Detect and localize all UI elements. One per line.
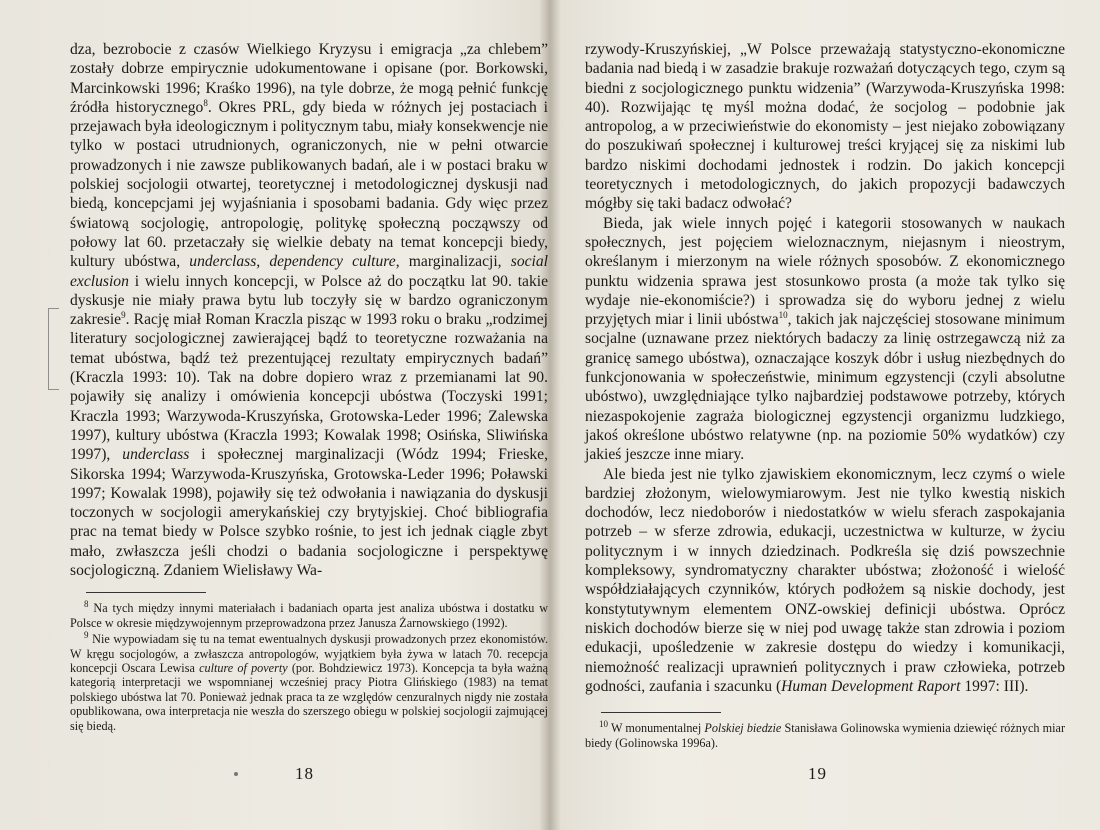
text-run-italic: underclass [122,446,190,464]
footnote-number: 10 [599,719,608,730]
left-paragraph [70,40,548,580]
right-paragraph-3 [585,465,1065,697]
footnote-ref-8: 8 [203,97,208,108]
text-run: i wielu innych koncepcji, w Polsce aż do początku lat 90. takie dyskusje nie miały prawa bytu lub toczyły się w bardzo ograniczonym zakresie [70,272,548,329]
right-paragraph-2 [585,214,1065,465]
footnote-ref-9: 9 [121,309,126,320]
text-run: Bieda, jak wiele innych pojęć i kategorii stosowanych w naukach społecznych, jest pojęciem wieloznacznym, niejasnym i nieostrym, określanym i mierzonym na wiele różnych sposobów. Z ekonomicznego punktu widzenia sprawa jest stosunkowo prosta (a może tak tylko się wydaje nie-ekonomiście?) i sprowadza się do wyboru jednej z wielu przyjętych miar i linii ubóstwa [585,214,1065,329]
footnote-text: W monumentalnej [610,721,705,736]
footnote-number: 8 [84,599,89,610]
text-run-italic: social exclusion [70,253,549,290]
footnote-text: Nie wypowiadam się tu na temat ewentualnych dyskusji prowadzonych przez ekonomistów. W kręgu socjologów, a zwłaszcza antropologów, wyjątkiem była żywa w latach 70. recepcja koncepcji Oscara Lewisa [70,632,549,675]
footnote-8 [70,601,548,630]
text-run-italic: Human Development Raport [781,677,961,695]
text-run: . Rację miał Roman Kraczla pisząc w 1993 roku o braku „rodzimej literatury socjologicznej zawierającej bądź to teoretyczne rozważania na temat ubóstwa, bądź też prezentującej rezultaty empirycznych badań” (Kraczla 1993: 10). Tak na dobre dopiero wraz z przemianami lat 90. pojawiły się analizy i omówienia koncepcji ubóstwa (Toczyski 1991; Kraczla 1993; Warzywoda-Kruszyńska, Grotowska-Leder 1996; Zalewska 1997), kultury ubóstwa (Kraczla 1993; Kowalak 1998; Osińska, Sliwińska 1997), [70,311,548,464]
text-run: dza, bezrobocie z czasów Wielkiego Kryzysu i emigracja „za chlebem” zostały dobrze empirycznie udokumentowane i opisane (por. Borkowski, Marcinkowski 1996; Kraśko 1996), na tyle dobrze, że mogą pełnić funkcję źródła historycznego [70,41,548,116]
right-page-body [585,40,1065,696]
text-run: 1997: III). [960,677,1029,695]
text-run: Ale bieda jest nie tylko zjawiskiem ekonomicznym, lecz czymś o wiele bardziej złożonym, wielowymiarowym. Jest nie tylko kwestią niskich dochodów, lecz niedoborów i niedostatków w wielu sferach zaspokajania potrzeb – w sferze zdrowia, edukacji, uczestnictwa w kulturze, w życiu politycznym i w innych dziedzinach. Podkreśla się dziś powszechnie kompleksowy, syndromatyczny charakter ubóstwa; złożoność i wielość współdziałających czynników, których podłożem są niskie dochody, jest konstytutywnym elementem ONZ-owskiej definicji ubóstwa. Oprócz niskich dochodów bierze się w niej pod uwagę także stan zdrowia i poziom edukacji, upośledzenie w zakresie dostępu do wiedzy i komunikacji, niemożność realizacji uprawnień politycznych i praw człowieka, potrzeb godności, zaufania i szacunku ( [585,465,1065,695]
footnote-text: Na tych między innymi materiałach i badaniach oparta jest analiza ubóstwa i dostatku w Polsce w okresie międzywojennym przeprowadzona przez Janusza Żarnowskiego (1992). [70,601,549,630]
footnote-9 [70,632,548,733]
page-number-left: 18 [295,764,314,783]
footnote-text: Stanisława Golinowska wymienia dziewięć różnych miar biedy (Golinowska 1996a). [585,721,1066,750]
footnote-rule [86,592,206,593]
footnote-number: 9 [84,630,89,641]
page-speck [234,772,238,776]
text-run: , marginalizacji, [395,253,511,271]
left-page [70,40,548,735]
text-run-italic: underclass, dependency culture [189,253,396,271]
page-number-right: 19 [808,764,827,783]
left-page-body [70,40,548,580]
text-run: . Okres PRL, gdy bieda w różnych jej postaciach i przejawach była ideologicznym i politycznym tabu, miały konsekwencje nie tylko w postaci utrudnionych, ograniczonych, nie w pełni otwarcie prowadzonych i nie zawsze publikowanych badań, ale i w postaci braku w polskiej socjologii otwartej, teoretycznej i metodologicznej dyskusji nad biedą, koncepcjami jej wyjaśniania i sposobami badania. Gdy więc przez światową socjologię, antropologię, politykę społeczną począwszy od połowy lat 60. przetaczały się wielkie debaty na temat koncepcji biedy, kultury ubóstwa, [70,98,548,271]
right-page [585,40,1065,752]
right-paragraph-1: rzywody-Kruszyńskiej, „W Polsce przeważają statystyczno-ekonomiczne badania nad biedą i w zasadzie brakuje rozważań dotyczących tego, czym są biedni z socjologicznego punktu widzenia” (Warzywoda-Kruszyńska 1998: 40). Rozwijając tę myśl można dodać, że socjolog – podobnie jak antropolog, a w przeciwieństwie do ekonomisty – jest niejako zobowiązany do poszukiwań społecznej i kulturowej treści kryjącej się za niskimi lub bardzo niskimi dochodami jednostek i rodzin. Do jakich koncepcji teoretycznych i metodologicznych, do jakich propozycji badawczych mógłby się taki badacz odwołać? [585,41,1065,213]
text-run: i społecznej marginalizacji (Wódz 1994; Frieske, Sikorska 1994; Warzywoda-Kruszyńska, Grotowska-Leder 1996; Poławski 1997; Kowalak 1998), pojawiły się też odwołania i nawiązania do dyskusji toczonych w socjologii amerykańskiej czy brytyjskiej. Choć bibliografia prac na temat biedy w Polsce szybko rośnie, to jest ich jednak ciągle zbyt mało, zwłaszcza jeśli chodzi o badania socjologiczne i perspektywę socjologiczną. Zdaniem Wielisławy Wa- [70,446,549,580]
footnote-text-italic: Polskiej biedzie [704,721,782,736]
margin-pencil-mark [48,308,59,390]
footnote-text-italic: culture of poverty [199,660,288,675]
footnote-rule [601,712,721,713]
footnote-text: (por. Bohdziewicz 1973). Koncepcja ta była ważną kategorią interpretacji we wspomnianej wcześniej pracy Piotra Glińskiego (1983) na temat polskiego ubóstwa lat 70. Ponieważ jednak praca ta ze względów cenzuralnych nigdy nie została opublikowana, owa interpretacja nie weszła do szerszego obiegu w polskiej socjologii zajmującej się biedą. [70,660,548,733]
footnote-ref-10: 10 [778,309,788,320]
footnote-10 [585,721,1065,750]
text-run: , takich jak najczęściej stosowane minimum socjalne (uznawane przez niektórych badaczy za linię ostrzegawczą niż za granicę samego ubóstwa), oznaczające koszyk dóbr i usług niezbędnych do funkcjonowania w społeczeństwie, minimum egzystencji (czyli absolutne ubóstwo), uwzględniające tylko najbardziej podstawowe potrzeby, których niezaspokojenie zagraża biologicznej egzystencji organizmu ludzkiego, jakoś określone ubóstwo relatywne (np. na poziomie 50% wydatków) czy jakieś jeszcze inne miary. [585,311,1065,464]
